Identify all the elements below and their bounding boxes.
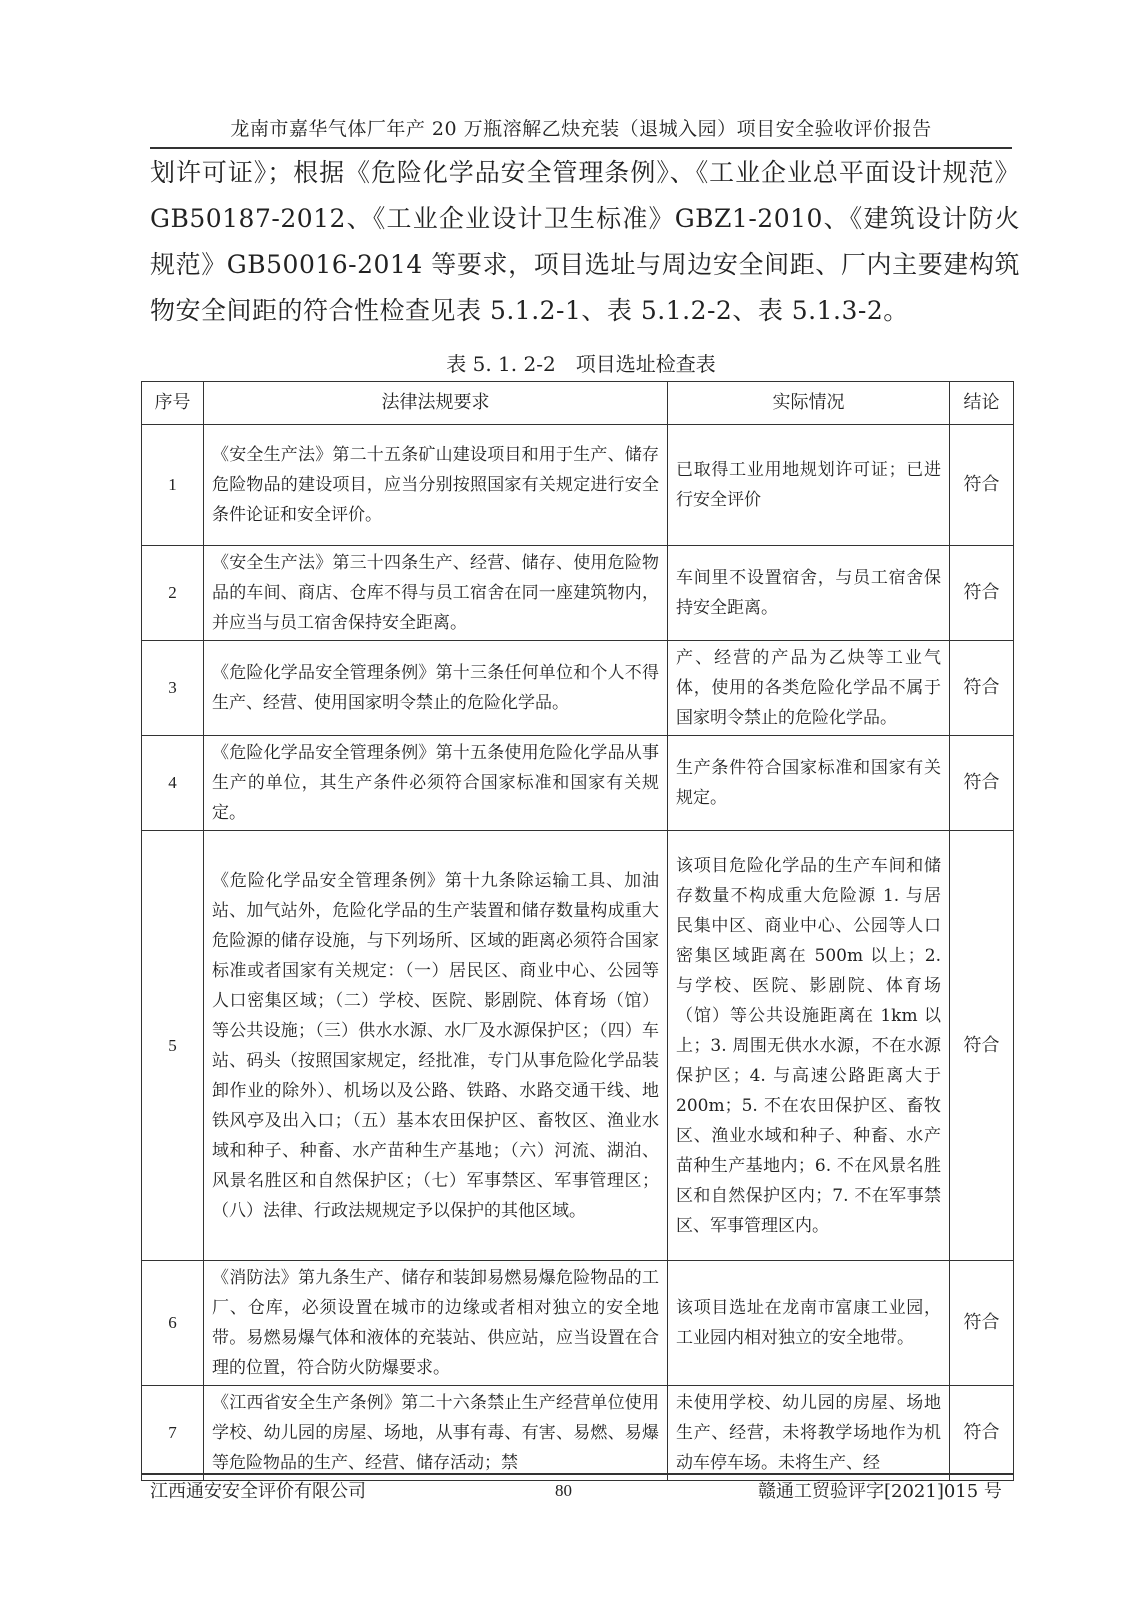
row-result: 符合 [950,831,1014,1261]
site-selection-check-table [141,381,1014,1481]
header-num: 序号 [142,382,204,425]
intro-paragraph: 划许可证》；根据《危险化学品安全管理条例》、《工业企业总平面设计规范》GB50187-2012、《工业企业设计卫生标准》GBZ1-2010、《建筑设计防火规范》GB50016-2014 等要求，项目选址与周边安全间距、厂内主要建构筑物安全间距的符合性检查见表 5.1.2-1、表 5.1.2-2、表 5.1.3-2。 [150,158,1020,325]
row-requirement: 《安全生产法》第三十四条生产、经营、储存、使用危险物品的车间、商店、仓库不得与员工宿舍在同一座建筑物内，并应当与员工宿舍保持安全距离。 [204,546,668,641]
row-result: 符合 [950,546,1014,641]
row-actual: 该项目危险化学品的生产车间和储存数量不构成重大危险源 1. 与居民集中区、商业中心、公园等人口密集区域距离在 500m 以上；2. 与学校、医院、影剧院、体育场（馆）等公共设施距离在 1km 以上；3. 周围无供水水源，不在水源保护区；4. 与高速公路距离大于 200m；5. 不在农田保护区、畜牧区、渔业水域和种子、种畜、水产苗种生产基地内；6. 不在风景名胜区和自然保护区内；7. 不在军事禁区、军事管理区内。 [668,831,950,1261]
row-num: 4 [142,736,204,831]
row-num: 6 [142,1261,204,1386]
row-result: 符合 [950,425,1014,546]
header-result: 结论 [950,382,1014,425]
table-row [142,831,1014,1261]
row-requirement: 《危险化学品安全管理条例》第十九条除运输工具、加油站、加气站外，危险化学品的生产装置和储存数量构成重大危险源的储存设施，与下列场所、区域的距离必须符合国家标准或者国家有关规定：（一）居民区、商业中心、公园等人口密集区域；（二）学校、医院、影剧院、体育场（馆）等公共设施；（三）供水水源、水厂及水源保护区；（四）车站、码头（按照国家规定，经批准，专门从事危险化学品装卸作业的除外）、机场以及公路、铁路、水路交通干线、地铁风亭及出入口；（五）基本农田保护区、畜牧区、渔业水域和种子、种畜、水产苗种生产基地；（六）河流、湖泊、风景名胜区和自然保护区；（七）军事禁区、军事管理区；（八）法律、行政法规规定予以保护的其他区域。 [204,831,668,1261]
table-row [142,1386,1014,1481]
page-number: 80 [555,1481,572,1500]
footer-divider [141,1473,1013,1475]
table-row [142,425,1014,546]
row-num: 1 [142,425,204,546]
row-result: 符合 [950,1386,1014,1481]
row-num: 3 [142,641,204,736]
footer-company: 江西通安安全评价有限公司 [150,1481,366,1502]
row-result: 符合 [950,1261,1014,1386]
row-actual: 未使用学校、幼儿园的房屋、场地生产、经营，未将教学场地作为机动车停车场。未将生产、经 [668,1386,950,1481]
table-row [142,1261,1014,1386]
row-num: 2 [142,546,204,641]
row-actual: 生产条件符合国家标准和国家有关规定。 [668,736,950,831]
row-requirement: 《江西省安全生产条例》第二十六条禁止生产经营单位使用学校、幼儿园的房屋、场地，从事有毒、有害、易燃、易爆等危险物品的生产、经营、储存活动；禁 [204,1386,668,1481]
header-requirement: 法律法规要求 [204,382,668,425]
report-header: 龙南市嘉华气体厂年产 20 万瓶溶解乙炔充装（退城入园）项目安全验收评价报告 [150,114,1012,149]
header-actual: 实际情况 [668,382,950,425]
row-requirement: 《安全生产法》第二十五条矿山建设项目和用于生产、储存危险物品的建设项目，应当分别按照国家有关规定进行安全条件论证和安全评价。 [204,425,668,546]
row-actual: 该项目选址在龙南市富康工业园，工业园内相对独立的安全地带。 [668,1261,950,1386]
row-actual: 产、经营的产品为乙炔等工业气体，使用的各类危险化学品不属于国家明令禁止的危险化学品。 [668,641,950,736]
row-actual: 车间里不设置宿舍，与员工宿舍保持安全距离。 [668,546,950,641]
row-result: 符合 [950,736,1014,831]
table-row [142,546,1014,641]
row-num: 7 [142,1386,204,1481]
table-caption: 表 5. 1. 2-2 项目选址检查表 [446,352,716,376]
table-row [142,736,1014,831]
footer-doc-number: 赣通工贸验评字[2021]015 号 [758,1481,1002,1502]
table-header-row [142,382,1014,425]
row-requirement: 《危险化学品安全管理条例》第十三条任何单位和个人不得生产、经营、使用国家明令禁止的危险化学品。 [204,641,668,736]
row-actual: 已取得工业用地规划许可证；已进行安全评价 [668,425,950,546]
row-requirement: 《消防法》第九条生产、储存和装卸易燃易爆危险物品的工厂、仓库，必须设置在城市的边缘或者相对独立的安全地带。易燃易爆气体和液体的充装站、供应站，应当设置在合理的位置，符合防火防爆要求。 [204,1261,668,1386]
row-result: 符合 [950,641,1014,736]
table-row [142,641,1014,736]
row-requirement: 《危险化学品安全管理条例》第十五条使用危险化学品从事生产的单位，其生产条件必须符合国家标准和国家有关规定。 [204,736,668,831]
row-num: 5 [142,831,204,1261]
